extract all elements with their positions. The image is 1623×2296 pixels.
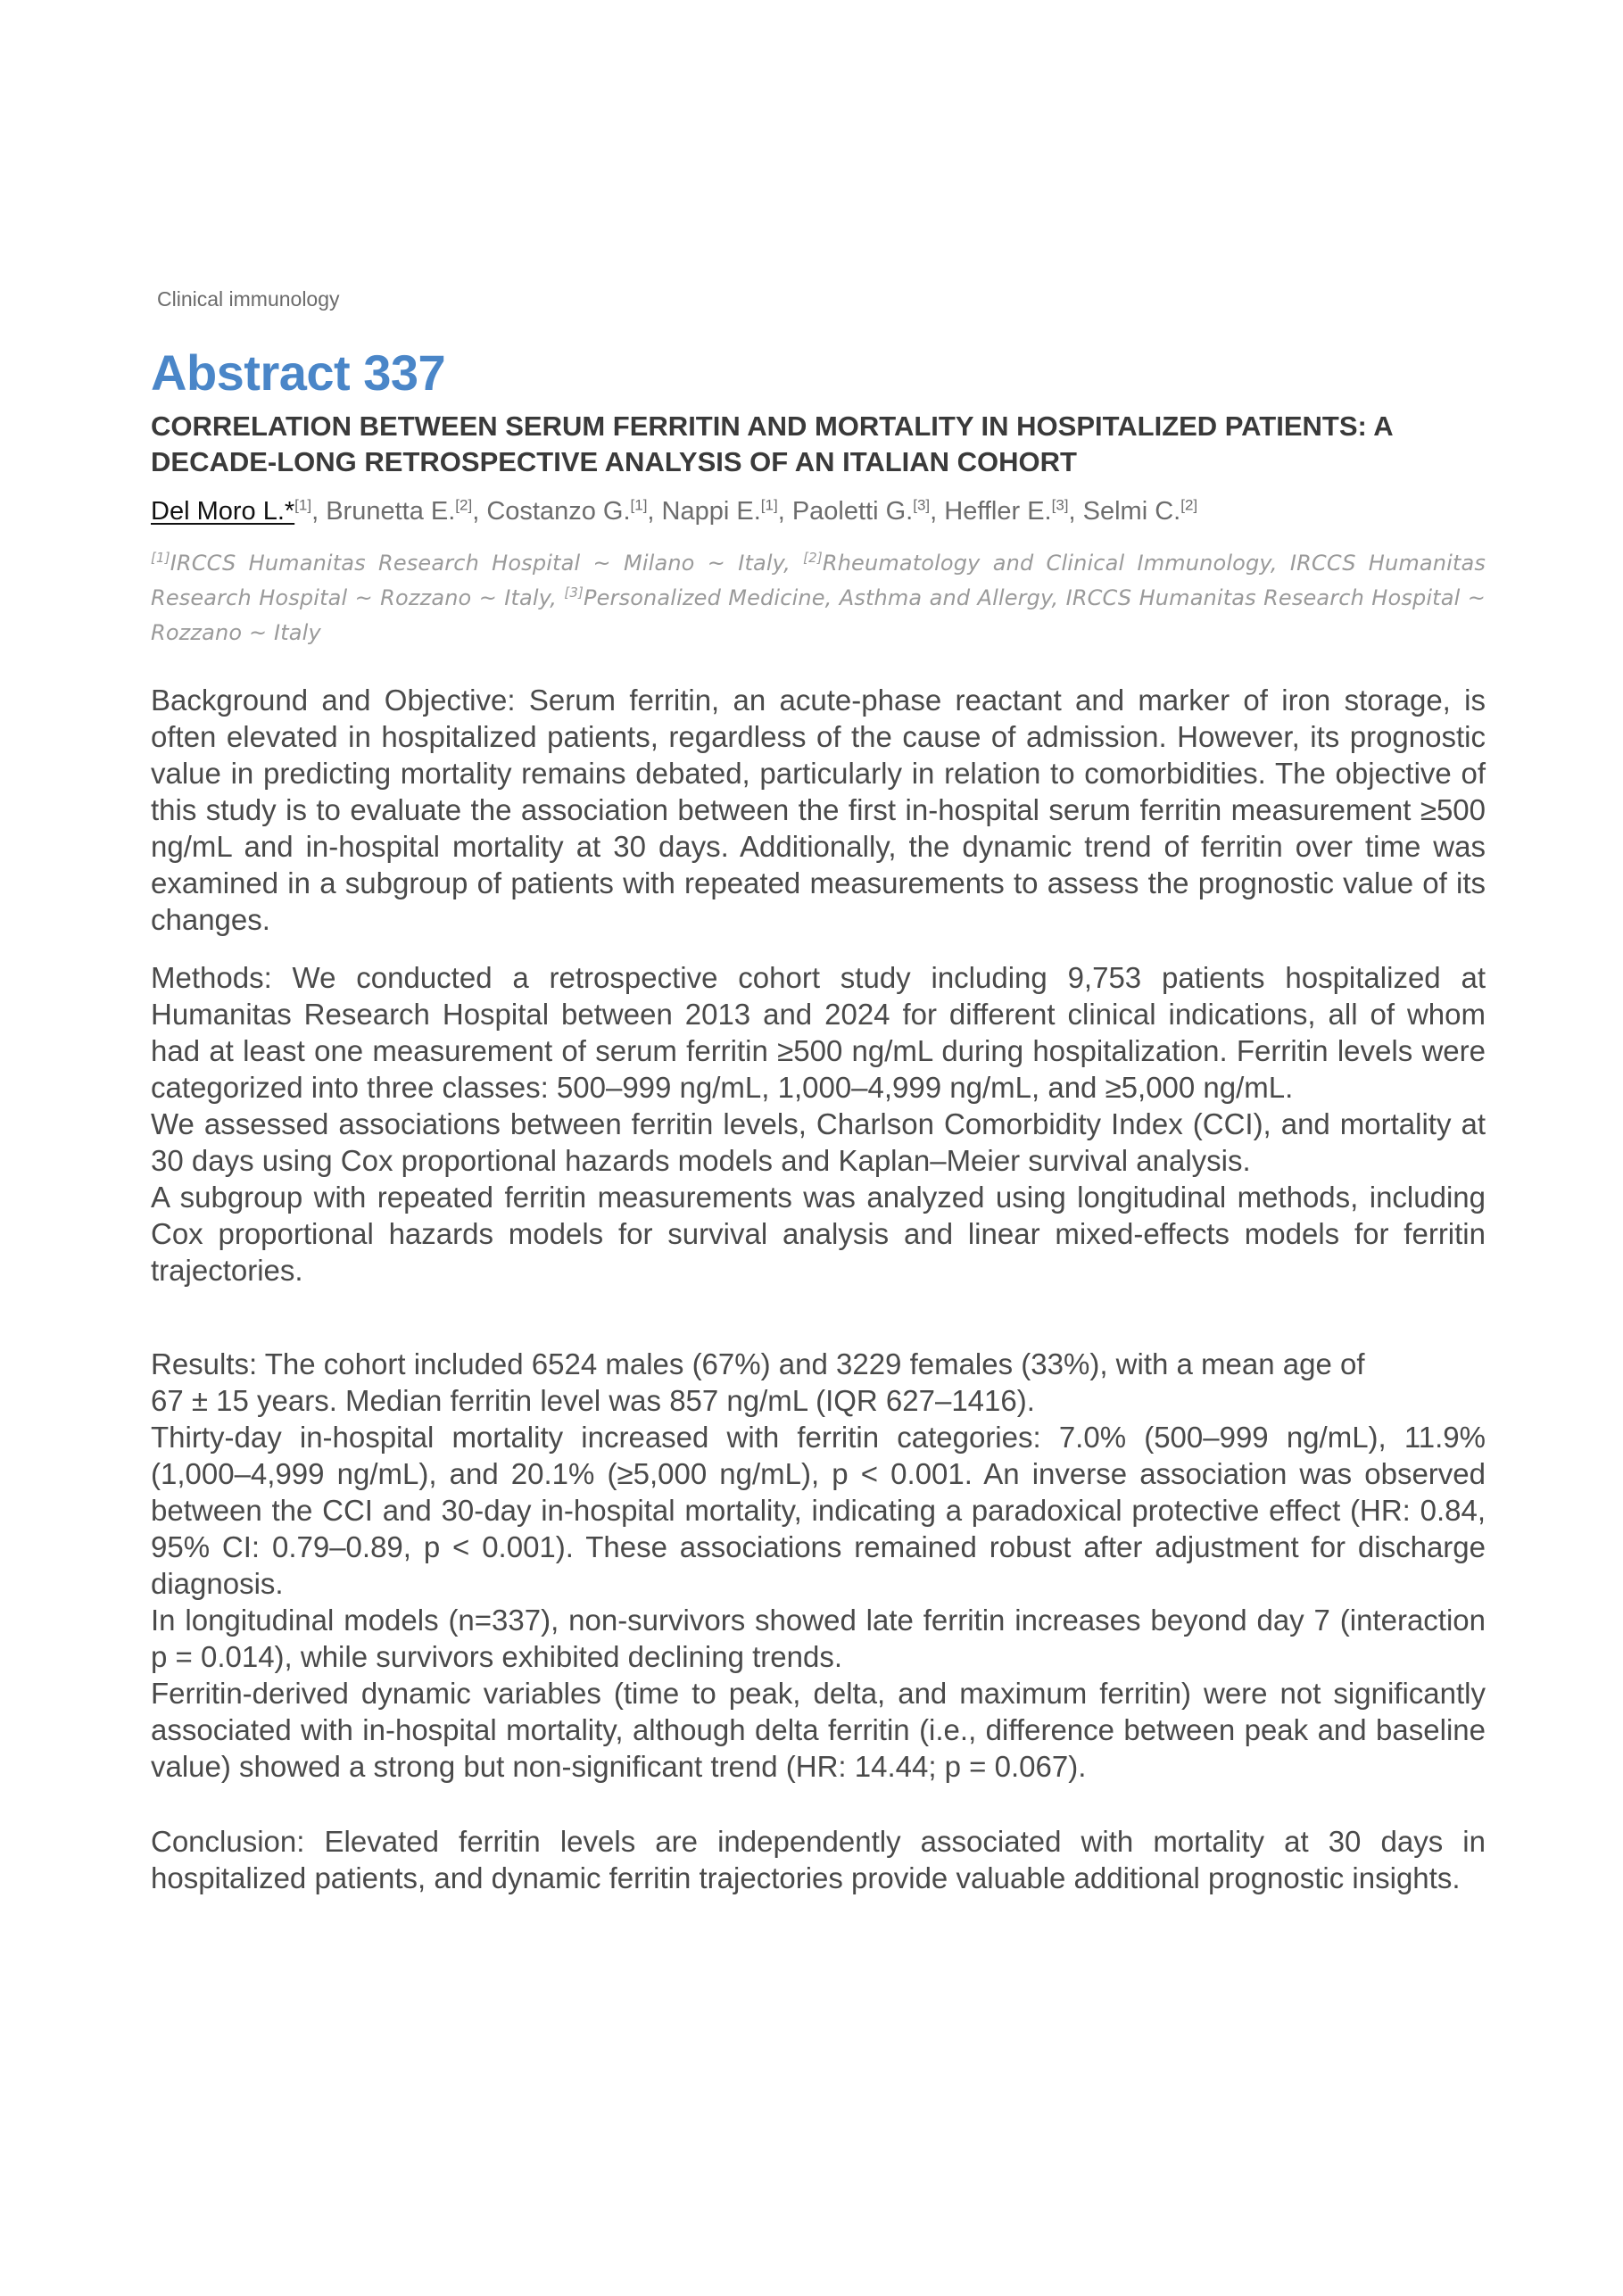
author-name: Selmi C. [1082, 497, 1181, 526]
author-name: Paoletti G. [791, 497, 914, 526]
category-label: Clinical immunology [157, 287, 340, 311]
author-name: Del Moro L.* [151, 497, 295, 526]
author-name: Brunetta E. [326, 497, 456, 526]
results-paragraph: In longitudinal models (n=337), non-survivors showed late ferritin increases beyond day 7 (interaction p = 0.014), while survivors exhibited declining trends. [151, 1604, 1486, 1673]
affiliation-ref: [2] [803, 550, 823, 566]
paper-title: CORRELATION BETWEEN SERUM FERRITIN AND MORTALITY IN HOSPITALIZED PATIENTS: A DECADE-LONG RETROSPECTIVE ANALYSIS OF AN ITALIAN COHORT [151, 410, 1393, 477]
author-affiliation-ref: [1] [760, 496, 778, 514]
methods-paragraph: Methods: We conducted a retrospective cohort study including 9,753 patients hospitalized at Humanitas Research Hospital between 2013 and 2024 for different clinical indications, all of whom had at least one measurement of serum ferritin ≥500 ng/mL during hospitalization. Ferritin levels were categorized into three classes: 500–999 ng/mL, 1,000–4,999 ng/mL, and ≥5,000 ng/mL. [151, 961, 1486, 1104]
results-paragraph: Ferritin-derived dynamic variables (time to peak, delta, and maximum ferritin) were not significantly associated with in-hospital mortality, although delta ferritin (i.e., difference between peak and baseline value) showed a strong but non-significant trend (HR: 14.44; p = 0.067). [151, 1677, 1486, 1783]
conclusion-section [151, 1823, 1486, 1896]
author-affiliation-ref: [3] [913, 496, 931, 514]
author-name: Costanzo G. [486, 497, 631, 526]
author-list: Del Moro L.*[1], Brunetta E.[2], Costanzo G.[1], Nappi E.[1], Paoletti G.[3], Heffler E.[3], Selmi C.[2] [151, 496, 1198, 526]
abstract-number-title: Abstract 337 [151, 344, 446, 401]
author-affiliation-ref: [2] [1180, 496, 1198, 514]
affiliation-ref: [3] [564, 584, 584, 601]
results-paragraph: 67 ± 15 years. Median ferritin level was 857 ng/mL (IQR 627–1416). [151, 1384, 1035, 1417]
affiliation-text: Rheumatology and Clinical Immunology, IRCCS Humanitas Research Hospital ~ Rozzano ~ Italy, [151, 551, 1486, 610]
affiliation-ref: [1] [151, 550, 170, 566]
author-name: Heffler E. [944, 497, 1052, 526]
background-section [151, 682, 1486, 938]
background-paragraph: Background and Objective: Serum ferritin, an acute-phase reactant and marker of iron storage, is often elevated in hospitalized patients, regardless of the cause of admission. However, its prognostic value in predicting mortality remains debated, particularly in relation to comorbidities. The objective of this study is to evaluate the association between the first in-hospital serum ferritin measurement ≥500 ng/mL and in-hospital mortality at 30 days. Additionally, the dynamic trend of ferritin over time was examined in a subgroup of patients with repeated measurements to assess the prognostic value of its changes. [151, 684, 1486, 936]
affiliation-text: IRCCS Humanitas Research Hospital ~ Milano ~ Italy, [170, 551, 804, 576]
results-paragraph: Thirty-day in-hospital mortality increased with ferritin categories: 7.0% (500–999 ng/mL), 11.9% (1,000–4,999 ng/mL), and 20.1% (≥5,000 ng/mL), p < 0.001. An inverse association was observed between the CCI and 30-day in-hospital mortality, indicating a paradoxical protective effect (HR: 0.84, 95% CI: 0.79–0.89, p < 0.001). These associations remained robust after adjustment for discharge diagnosis. [151, 1421, 1486, 1600]
results-section [151, 1346, 1486, 1785]
author-affiliation-ref: [1] [630, 496, 648, 514]
methods-section [151, 959, 1486, 1289]
methods-paragraph: A subgroup with repeated ferritin measurements was analyzed using longitudinal methods, including Cox proportional hazards models for survival analysis and linear mixed-effects models for ferritin trajectories. [151, 1181, 1486, 1287]
conclusion-paragraph: Conclusion: Elevated ferritin levels are independently associated with mortality at 30 days in hospitalized patients, and dynamic ferritin trajectories provide valuable additional prognostic insights. [151, 1825, 1486, 1894]
affiliation-text: Personalized Medicine, Asthma and Allergy, IRCCS Humanitas Research Hospital ~ Rozzano ~ Italy [151, 585, 1486, 645]
results-paragraph: Results: The cohort included 6524 males (67%) and 3229 females (33%), with a mean age of [151, 1347, 1365, 1380]
methods-paragraph: We assessed associations between ferritin levels, Charlson Comorbidity Index (CCI), and mortality at 30 days using Cox proportional hazards models and Kaplan–Meier survival analysis. [151, 1107, 1486, 1177]
author-affiliation-ref: [1] [294, 496, 312, 514]
author-affiliation-ref: [3] [1051, 496, 1069, 514]
author-name: Nappi E. [661, 497, 761, 526]
affiliation-list [151, 546, 1486, 651]
author-affiliation-ref: [2] [455, 496, 473, 514]
